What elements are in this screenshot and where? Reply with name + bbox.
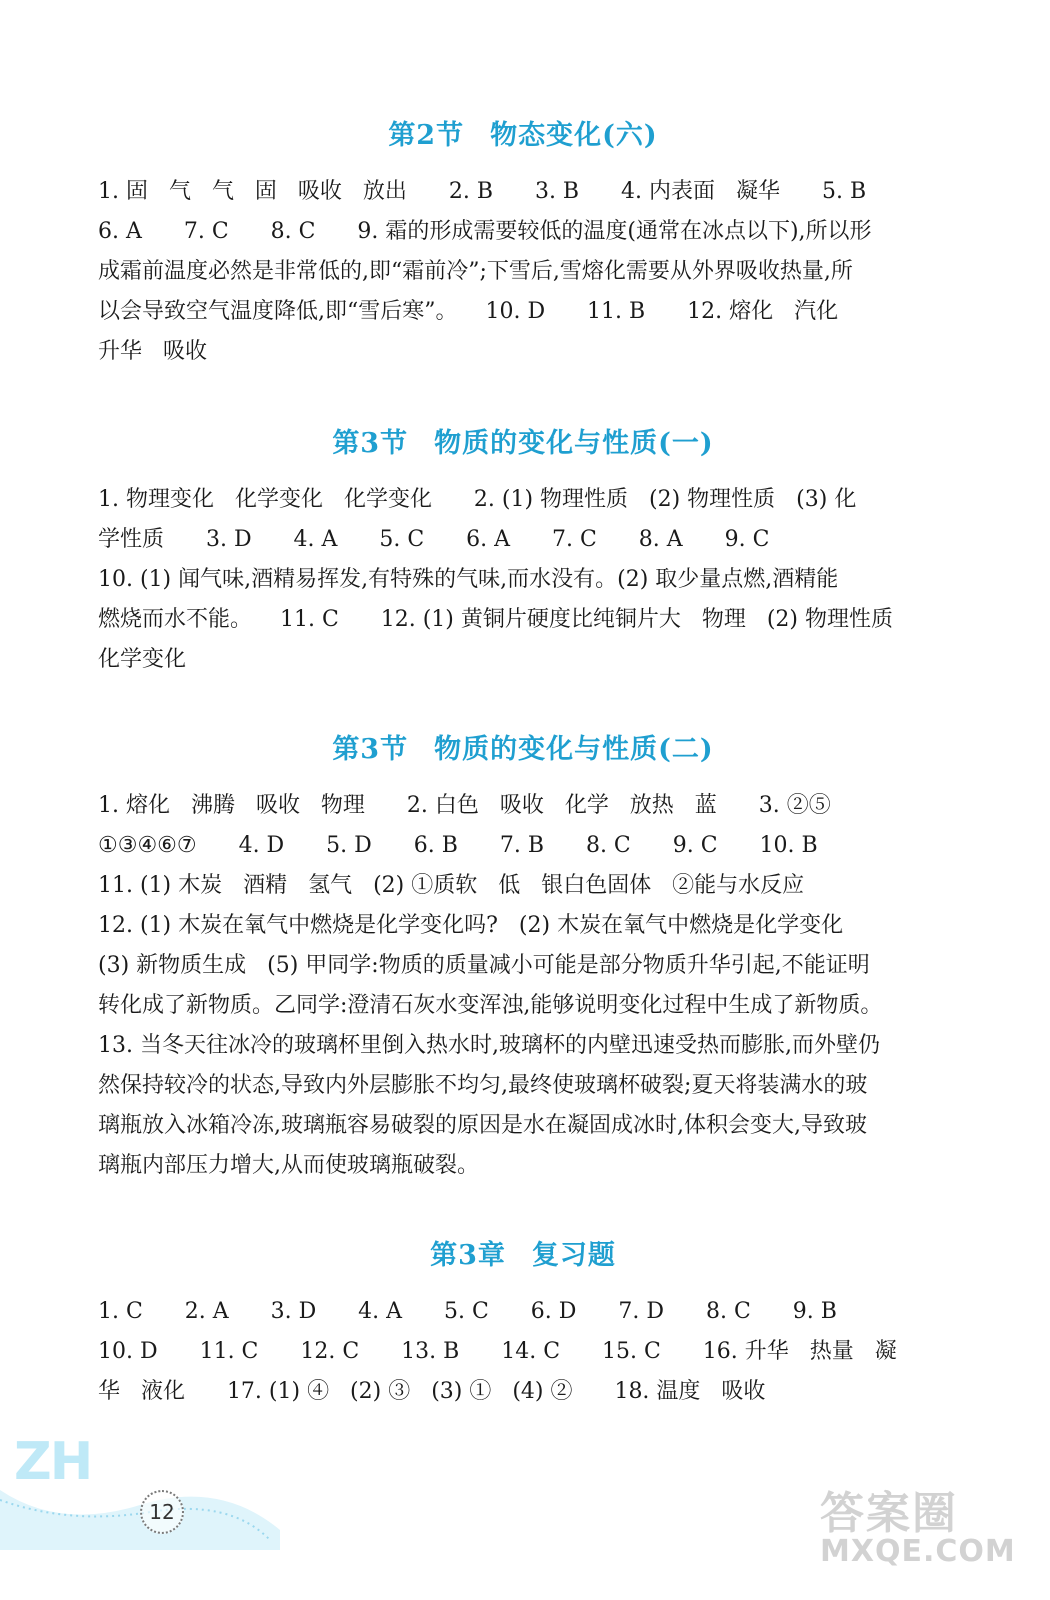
section-name: 复习题: [531, 1240, 616, 1271]
answer-line: 6. A 7. C 8. C 9. 霜的形成需要较低的温度(通常在冰点以下),所以形: [98, 219, 872, 244]
section-number: 第3章: [430, 1240, 506, 1271]
section-number: 第3节: [332, 428, 409, 459]
section-1: [98, 116, 948, 372]
answer-line: 1. 物理变化 化学变化 化学变化 2. (1) 物理性质 (2) 物理性质 (3) 化: [98, 487, 857, 512]
answer-line: 升华 吸收: [98, 339, 207, 364]
watermark-title: 答案圈: [820, 1488, 958, 1539]
answer-lines: [98, 1292, 948, 1412]
answer-lines: [98, 172, 948, 372]
answer-line: 燃烧而水不能。 11. C 12. (1) 黄铜片硬度比纯铜片大 物理 (2) 物理性质: [98, 607, 893, 632]
answer-line: 化学变化: [98, 647, 187, 672]
section-title: [98, 730, 948, 770]
answer-line: (3) 新物质生成 (5) 甲同学:物质的质量减小可能是部分物质升华引起,不能证明: [98, 953, 870, 978]
section-number: 第2节: [388, 120, 465, 151]
section-title: [98, 116, 948, 156]
answer-line: 华 液化 17. (1) ④ (2) ③ (3) ① (4) ② 18. 温度 吸收: [98, 1379, 766, 1404]
answer-line: 璃瓶内部压力增大,从而使玻璃瓶破裂。: [98, 1153, 479, 1178]
answer-line: 10. D 11. C 12. C 13. B 14. C 15. C 16. 升华 热量 凝: [98, 1339, 897, 1364]
section-title: [98, 1236, 948, 1276]
section-4: [98, 1236, 948, 1412]
watermark: [820, 1488, 1016, 1569]
answer-lines: [98, 786, 948, 1186]
section-title: [98, 424, 948, 464]
page-number: 12: [140, 1490, 184, 1534]
answer-line: 学性质 3. D 4. A 5. C 6. A 7. C 8. A 9. C: [98, 527, 770, 552]
section-name: 物质的变化与性质(一): [434, 428, 714, 459]
watermark-url: MXQE.COM: [820, 1534, 1016, 1569]
answer-line: 11. (1) 木炭 酒精 氢气 (2) ①质软 低 银白色固体 ②能与水反应: [98, 873, 805, 898]
answer-line: 1. 熔化 沸腾 吸收 物理 2. 白色 吸收 化学 放热 蓝 3. ②⑤: [98, 793, 831, 818]
answer-line: 10. (1) 闻气味,酒精易挥发,有特殊的气味,而水没有。(2) 取少量点燃,酒精能: [98, 567, 839, 592]
answer-line: 12. (1) 木炭在氧气中燃烧是化学变化吗? (2) 木炭在氧气中燃烧是化学变化: [98, 913, 844, 938]
answer-line: 璃瓶放入冰箱冷冻,玻璃瓶容易破裂的原因是水在凝固成冰时,体积会变大,导致玻: [98, 1113, 867, 1138]
answer-line: 1. C 2. A 3. D 4. A 5. C 6. D 7. D 8. C 9. B: [98, 1299, 837, 1324]
section-name: 物质的变化与性质(二): [434, 734, 714, 765]
section-number: 第3节: [332, 734, 409, 765]
section-2: [98, 424, 948, 680]
answer-line: 13. 当冬天往冰冷的玻璃杯里倒入热水时,玻璃杯的内壁迅速受热而膨胀,而外壁仍: [98, 1033, 880, 1058]
section-3: [98, 730, 948, 1186]
answer-line: ①③④⑥⑦ 4. D 5. D 6. B 7. B 8. C 9. C 10. B: [98, 833, 818, 858]
answer-line: 1. 固 气 气 固 吸收 放出 2. B 3. B 4. 内表面 凝华 5. B: [98, 179, 867, 204]
answer-lines: [98, 480, 948, 680]
section-name: 物态变化(六): [490, 120, 658, 151]
answer-line: 然保持较冷的状态,导致内外层膨胀不均匀,最终使玻璃杯破裂;夏天将装满水的玻: [98, 1073, 868, 1098]
answer-line: 成霜前温度必然是非常低的,即“霜前冷”;下雪后,雪熔化需要从外界吸收热量,所: [98, 259, 853, 284]
footer-logo: ZH: [14, 1432, 92, 1492]
answer-line: 转化成了新物质。乙同学:澄清石灰水变浑浊,能够说明变化过程中生成了新物质。: [98, 993, 883, 1018]
answer-line: 以会导致空气温度降低,即“雪后寒”。 10. D 11. B 12. 熔化 汽化: [98, 299, 839, 324]
